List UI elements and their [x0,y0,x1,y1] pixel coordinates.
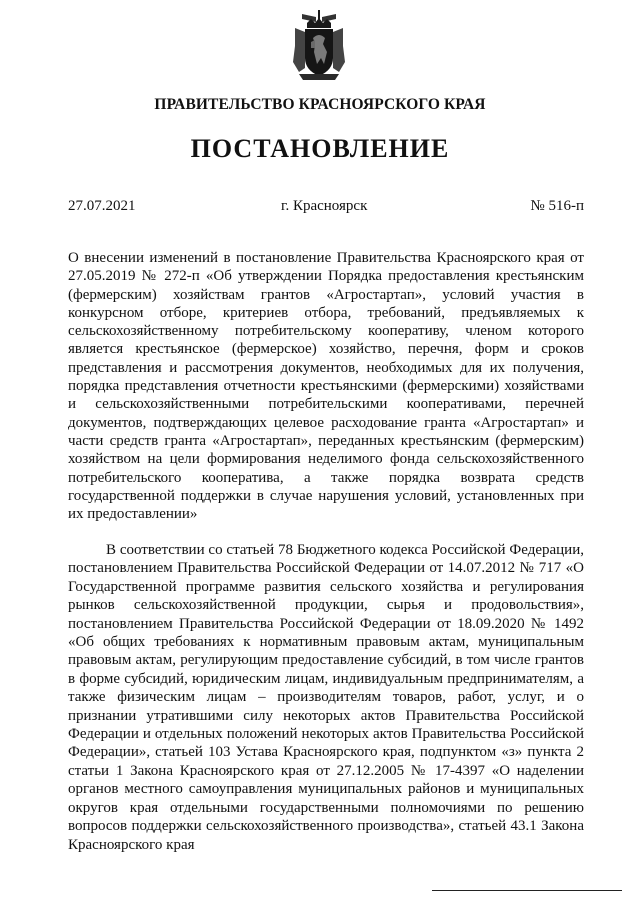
document-date: 27.07.2021 [68,198,136,214]
document-number: № 516-п [530,198,584,214]
government-title: ПРАВИТЕЛЬСТВО КРАСНОЯРСКОГО КРАЯ [154,96,486,113]
coat-of-arms-emblem-icon [289,8,349,84]
document-type-title: ПОСТАНОВЛЕНИЕ [190,134,450,163]
document-body-paragraph: В соответствии со статьей 78 Бюджетного кодекса Российской Федерации, постановлением Правительства Российской Федерации от 14.07.2012 № 717 «О Государственной программе развития сельского хозяйства и регулирования рынков сельскохозяйственной продукции, сырья и продовольствия», постановлением Правительства Российской Федерации от 18.09.2020 № 1492 «Об общих требованиях к нормативным правовым актам, муниципальным правовым актам, регулирующим предоставление субсидий, в том числе грантов в форме субсидий, юридическим лицам, индивидуальным предпринимателям, а также физическим лицам – производителям товаров, работ, услуг, и о признании утратившими силу некоторых актов Правительства Российской Федерации и отдельных положений некоторых актов Правительства Российской Федерации», статьей 103 Устава Красноярского края, подпунктом «з» пункта 2 статьи 1 Закона Красноярского края от 27.12.2005 № 17-4397 «О наделении органов местного самоуправления муниципальных районов и муниципальных округов края отдельными государственными полномочиями по решению вопросов поддержки сельскохозяйственного производства», статьей 43.1 Закона Красноярского края [68,542,584,853]
document-subject: О внесении изменений в постановление Правительства Красноярского края от 27.05.2019 № 272-п «Об утверждении Порядка предоставления крестьянским (фермерским) хозяйствам грантов «Агростартап», условий участия в конкурсном отборе, критериев отбора, требований, предъявляемых к сельскохозяйственному потребительскому кооперативу, членом которого является крестьянское (фермерское) хозяйство, перечня, форм и сроков представления и рассмотрения документов, необходимых для их получения, порядка представления отчетности крестьянскими (фермерскими) хозяйствами и сельскохозяйственными потребительскими кооперативами, перечней документов, подтверждающих целевое расходование гранта «Агростартап» и части средств гранта «Агростартап», переданных крестьянским (фермерским) хозяйством на цели формирования неделимого фонда сельскохозяйственного потребительского кооператива, а также порядка возврата средств государственной поддержки в случае нарушения условий, установленных при их предоставлении» [68,250,584,523]
document-city: г. Красноярск [281,198,368,214]
footer-divider [432,890,622,891]
